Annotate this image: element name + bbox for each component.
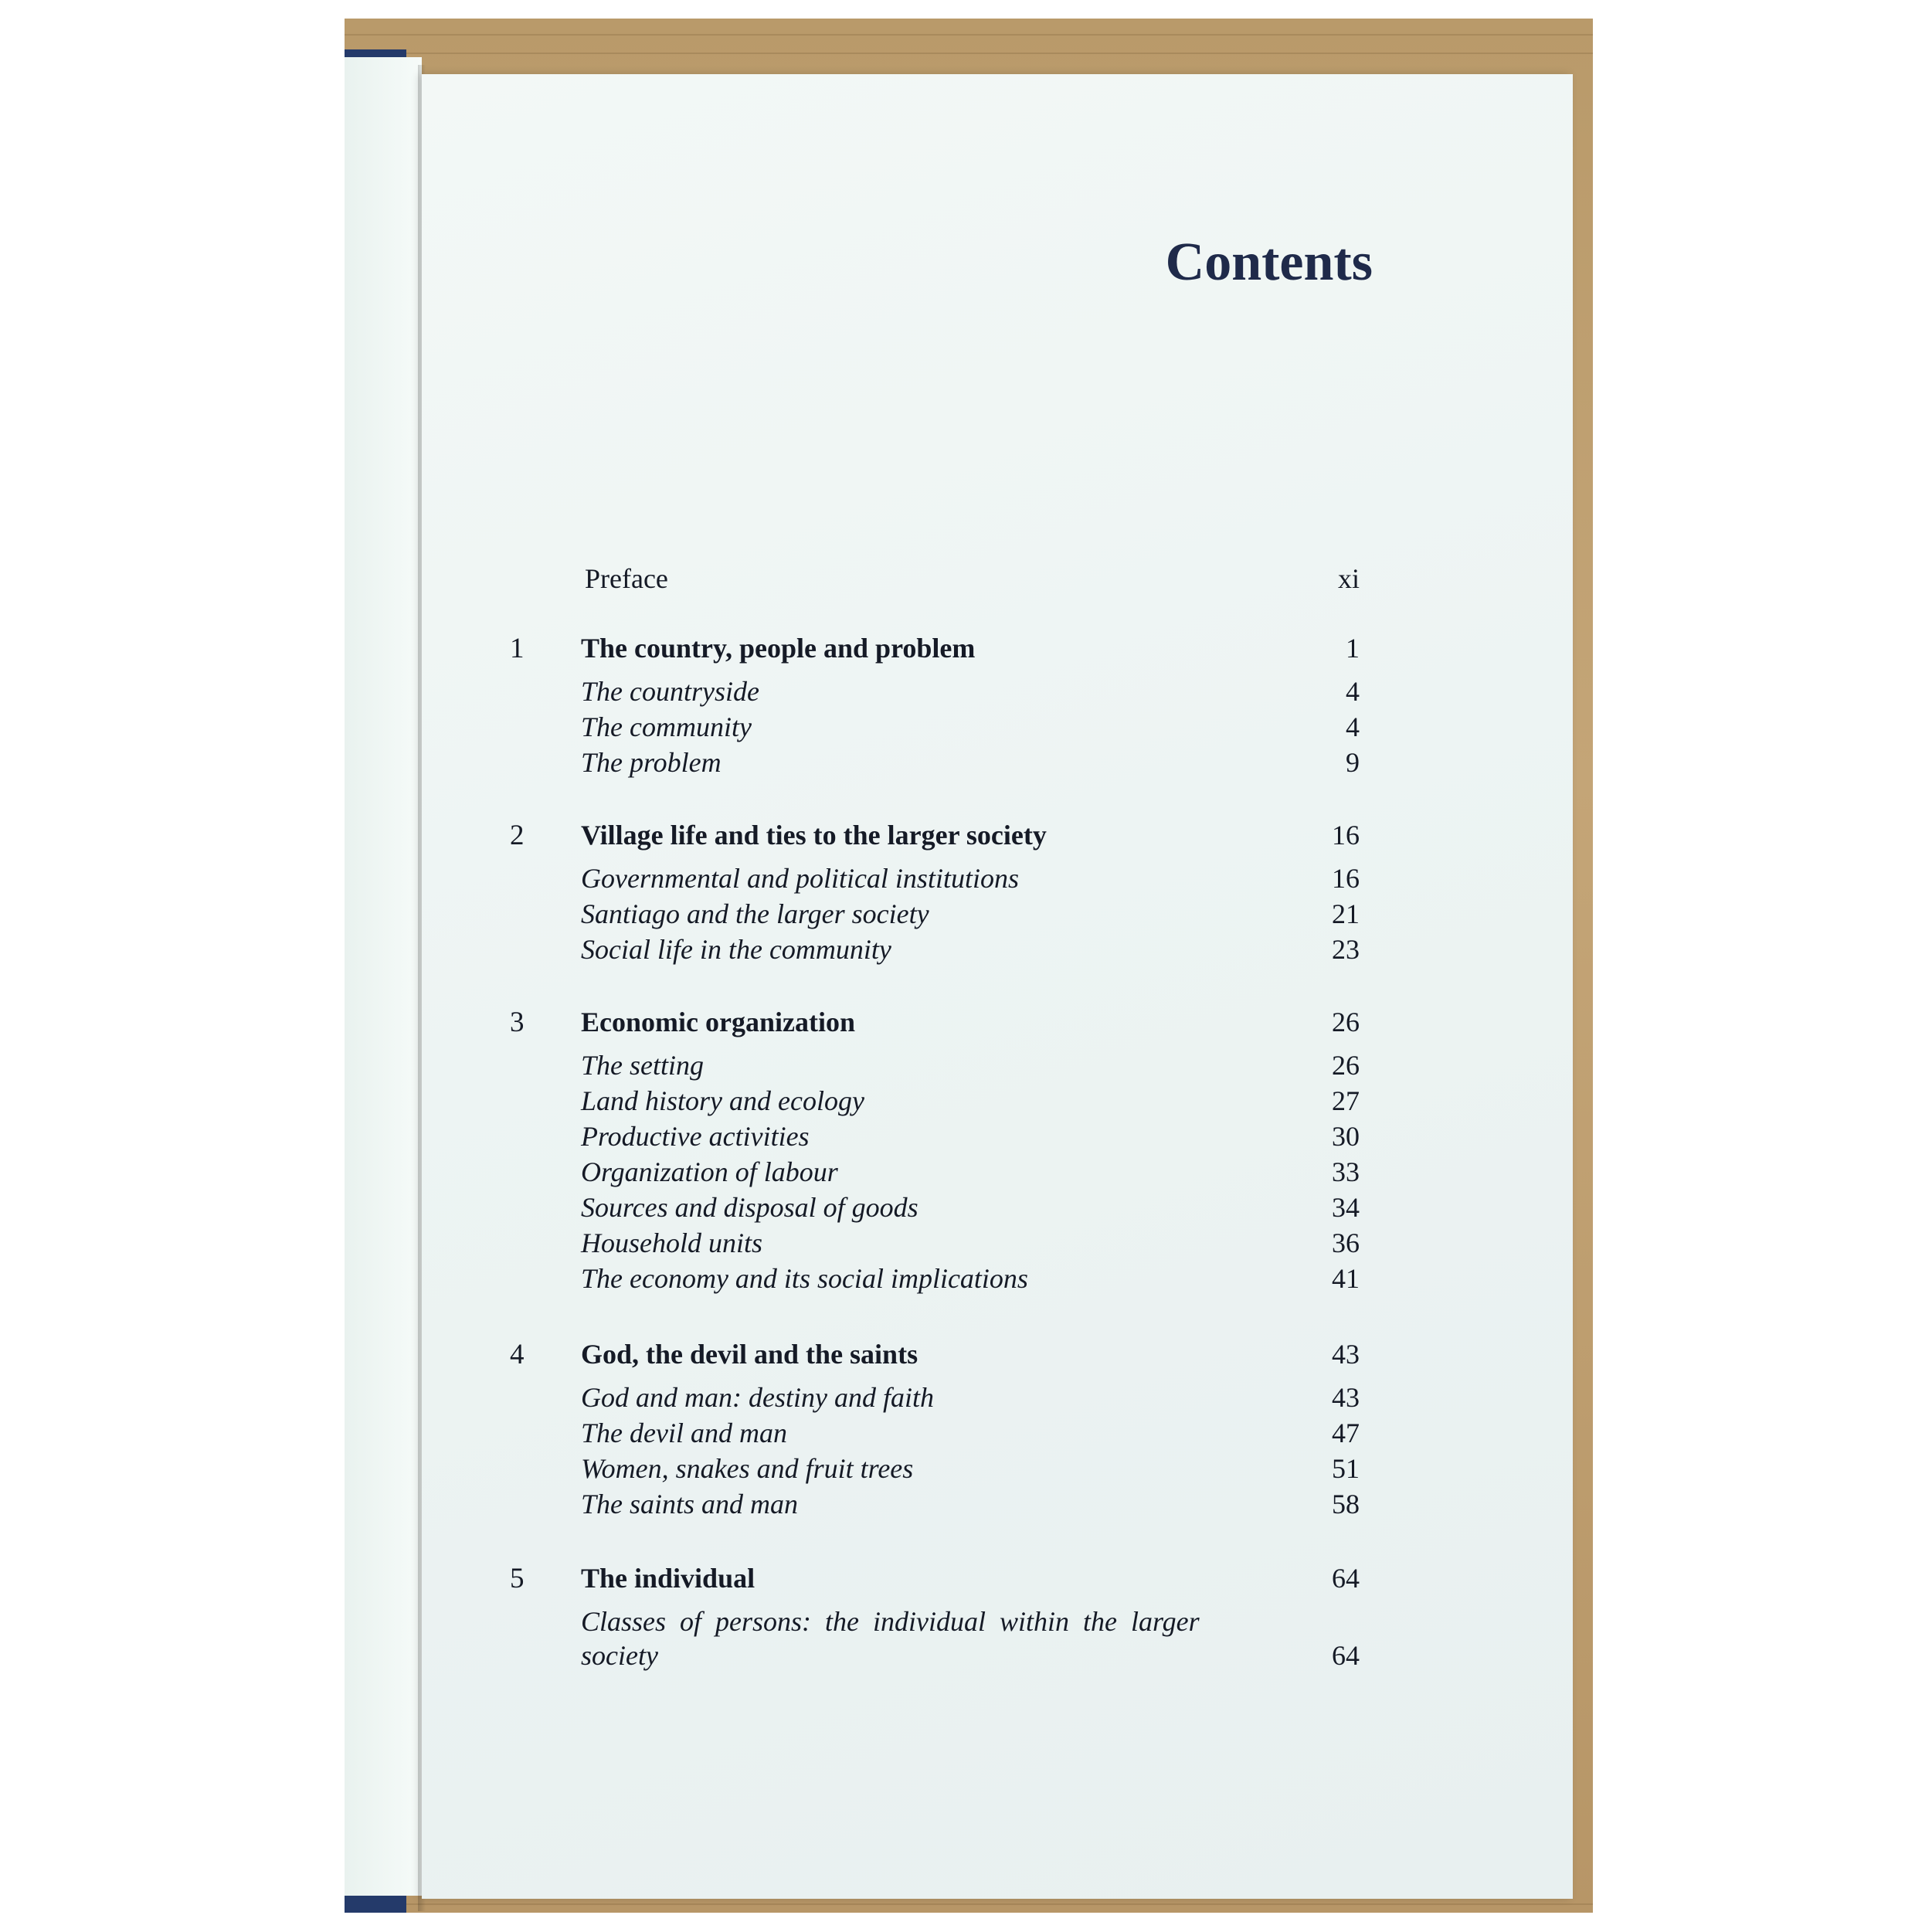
toc-chapter bbox=[0, 632, 1932, 671]
preface-label: Preface bbox=[585, 563, 668, 594]
section-title: The devil and man bbox=[581, 1418, 787, 1448]
section-title-continued: society bbox=[581, 1640, 658, 1671]
section-page-number: 4 bbox=[1346, 676, 1360, 707]
chapter-title: God, the devil and the saints bbox=[581, 1339, 918, 1370]
section-page-number: 43 bbox=[1332, 1382, 1360, 1413]
section-title: Organization of labour bbox=[581, 1156, 838, 1187]
section-title: Classes of persons: the individual within the larger bbox=[581, 1606, 1200, 1637]
chapter-title: The individual bbox=[581, 1563, 755, 1594]
chapter-title: The country, people and problem bbox=[581, 633, 976, 664]
section-title: Santiago and the larger society bbox=[581, 898, 929, 929]
section-page-number: 26 bbox=[1332, 1050, 1360, 1081]
section-title: Land history and ecology bbox=[581, 1085, 864, 1116]
section-page-number: 41 bbox=[1332, 1263, 1360, 1294]
section-title: Productive activities bbox=[581, 1121, 810, 1152]
section-title: Governmental and political institutions bbox=[581, 863, 1019, 894]
toc-section bbox=[0, 1085, 1932, 1123]
toc-section bbox=[0, 1488, 1932, 1526]
section-title: God and man: destiny and faith bbox=[581, 1382, 934, 1413]
wood-grain bbox=[345, 1903, 1593, 1905]
chapter-page-number: 43 bbox=[1332, 1339, 1360, 1370]
section-title: The setting bbox=[581, 1050, 704, 1081]
toc-section bbox=[0, 1227, 1932, 1265]
toc-section bbox=[0, 1452, 1932, 1491]
toc-section bbox=[0, 933, 1932, 972]
chapter-page-number: 1 bbox=[1346, 633, 1360, 664]
section-page-number: 23 bbox=[1332, 934, 1360, 965]
section-page-number: 47 bbox=[1332, 1418, 1360, 1448]
chapter-page-number: 64 bbox=[1332, 1563, 1360, 1594]
toc-section bbox=[0, 1191, 1932, 1230]
preface-page-number: xi bbox=[1337, 563, 1360, 594]
chapter-page-number: 16 bbox=[1332, 820, 1360, 851]
section-title: The economy and its social implications bbox=[581, 1263, 1028, 1294]
section-title: Women, snakes and fruit trees bbox=[581, 1453, 914, 1484]
toc-section bbox=[0, 1417, 1932, 1455]
section-page-number: 51 bbox=[1332, 1453, 1360, 1484]
toc-chapter bbox=[0, 1562, 1932, 1601]
toc-chapter bbox=[0, 1006, 1932, 1044]
chapter-title: Economic organization bbox=[581, 1007, 855, 1037]
section-page-number: 34 bbox=[1332, 1192, 1360, 1223]
toc-section bbox=[0, 1639, 1932, 1678]
section-title: Social life in the community bbox=[581, 934, 891, 965]
toc-chapter bbox=[0, 819, 1932, 857]
toc-section bbox=[0, 1605, 1932, 1644]
section-title: Household units bbox=[581, 1227, 763, 1258]
chapter-number: 5 bbox=[510, 1563, 525, 1594]
chapter-number: 1 bbox=[510, 633, 525, 664]
wood-grain bbox=[345, 53, 1593, 54]
section-page-number: 4 bbox=[1346, 711, 1360, 742]
toc-section bbox=[0, 862, 1932, 901]
toc-preface bbox=[0, 562, 1932, 601]
section-page-number: 33 bbox=[1332, 1156, 1360, 1187]
toc-section bbox=[0, 1381, 1932, 1420]
chapter-number: 4 bbox=[510, 1339, 525, 1370]
toc-section bbox=[0, 1262, 1932, 1301]
section-page-number: 9 bbox=[1346, 747, 1360, 778]
toc-chapter bbox=[0, 1338, 1932, 1377]
chapter-title: Village life and ties to the larger society bbox=[581, 820, 1047, 851]
toc-section bbox=[0, 746, 1932, 785]
section-page-number: 64 bbox=[1332, 1640, 1360, 1671]
toc-section bbox=[0, 675, 1932, 714]
page-title: Contents bbox=[1165, 233, 1373, 292]
wood-grain bbox=[345, 34, 1593, 36]
section-page-number: 36 bbox=[1332, 1227, 1360, 1258]
section-page-number: 27 bbox=[1332, 1085, 1360, 1116]
section-title: The countryside bbox=[581, 676, 759, 707]
section-title: The community bbox=[581, 711, 752, 742]
toc-section bbox=[0, 898, 1932, 936]
toc-section bbox=[0, 1156, 1932, 1194]
toc-section bbox=[0, 1049, 1932, 1088]
section-page-number: 30 bbox=[1332, 1121, 1360, 1152]
section-title: The saints and man bbox=[581, 1489, 799, 1519]
chapter-page-number: 26 bbox=[1332, 1007, 1360, 1037]
section-page-number: 16 bbox=[1332, 863, 1360, 894]
section-title: Sources and disposal of goods bbox=[581, 1192, 918, 1223]
section-page-number: 58 bbox=[1332, 1489, 1360, 1519]
chapter-number: 2 bbox=[510, 820, 525, 851]
toc-section bbox=[0, 711, 1932, 749]
toc-section bbox=[0, 1120, 1932, 1159]
section-page-number: 21 bbox=[1332, 898, 1360, 929]
chapter-number: 3 bbox=[510, 1007, 525, 1038]
section-title: The problem bbox=[581, 747, 722, 778]
